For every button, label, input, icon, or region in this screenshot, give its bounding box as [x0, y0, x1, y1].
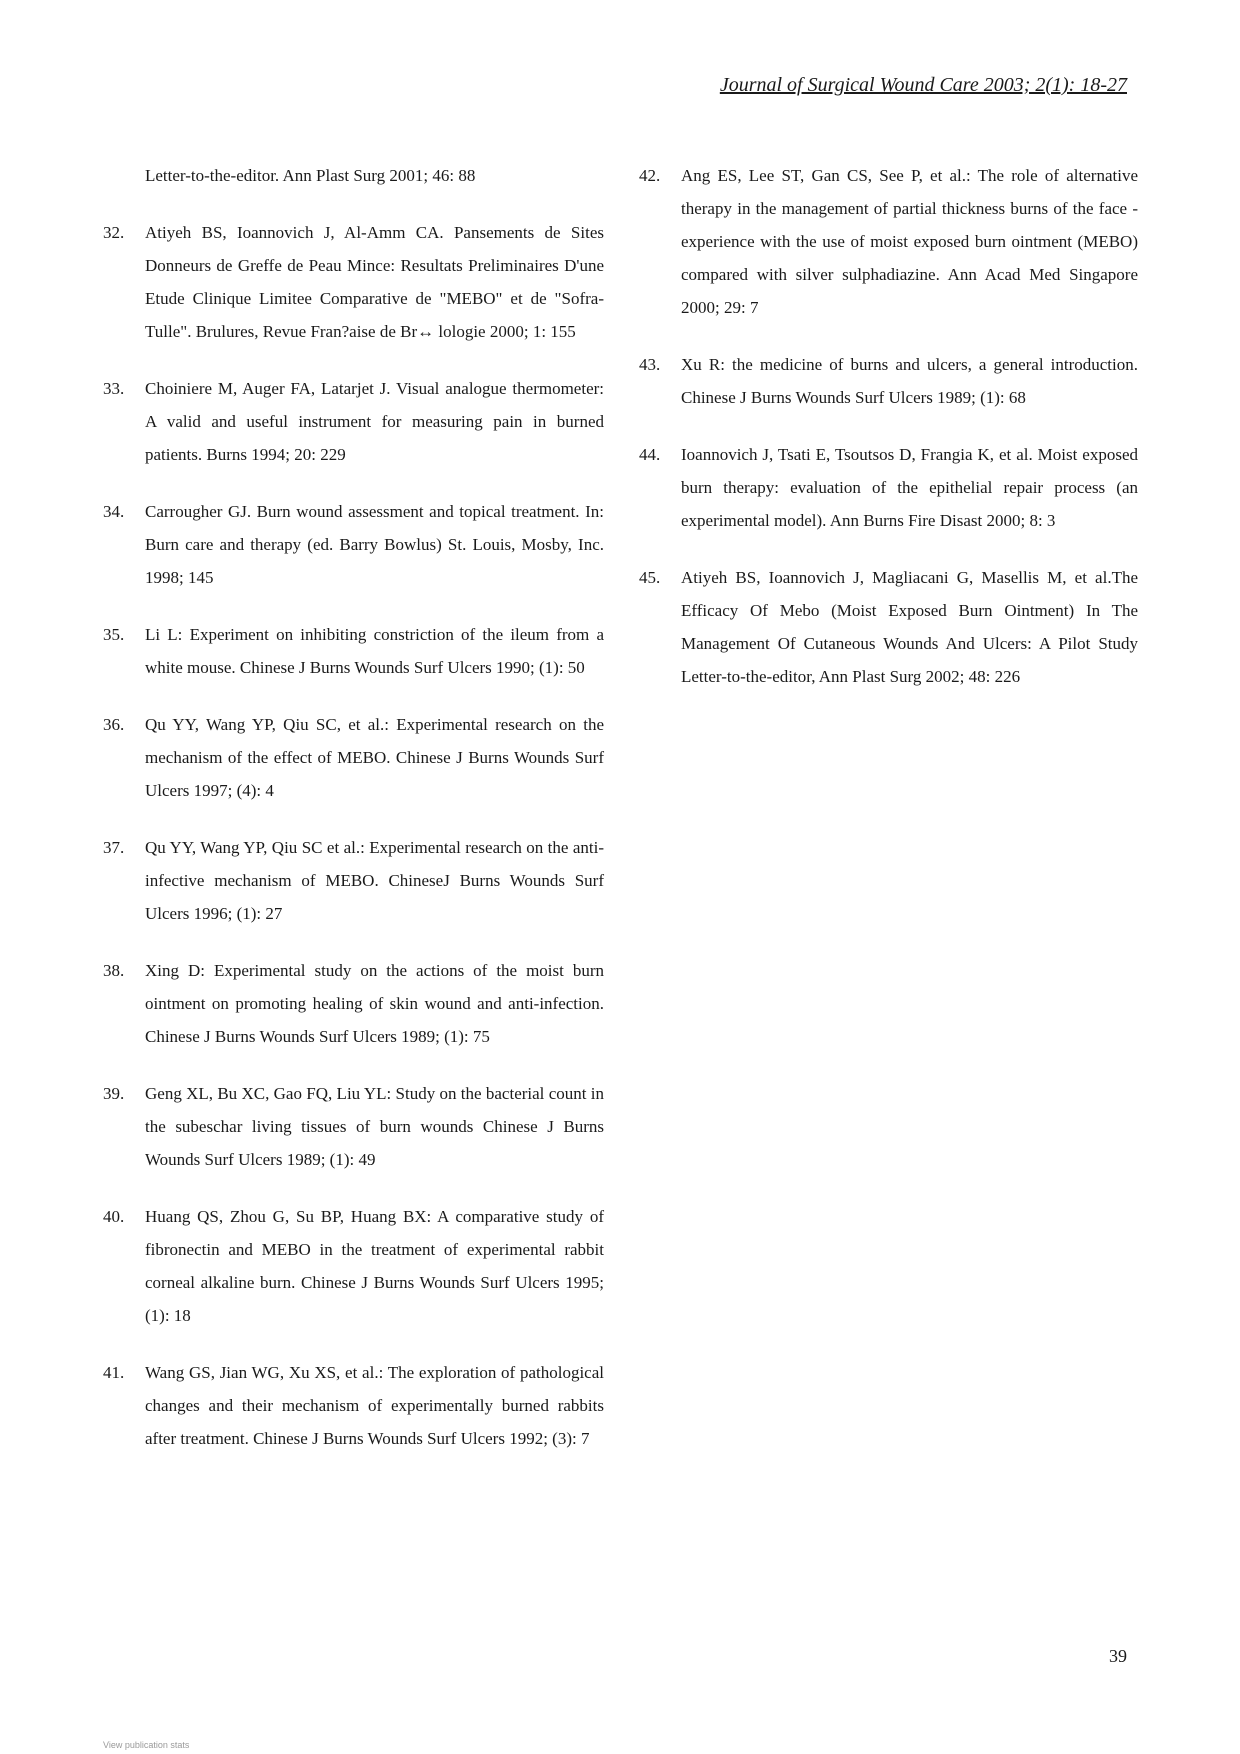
reference-text: Atiyeh BS, Ioannovich J, Magliacani G, Masellis M, et al.The Efficacy Of Mebo (Moist Exposed Burn Ointment) In The Management Of Cutaneous Wounds And Ulcers: A Pilot Study Letter-to-the-editor, Ann Plast Surg 2002; 48: 226: [681, 568, 1138, 686]
reference-number: 37.: [103, 838, 125, 857]
reference-number: 34.: [103, 502, 125, 521]
reference-text: Carrougher GJ. Burn wound assessment and topical treatment. In: Burn care and therapy (ed. Barry Bowlus) St. Louis, Mosby, Inc. 1998; 145: [145, 502, 604, 587]
reference-text: Qu YY, Wang YP, Qiu SC et al.: Experimental research on the anti-infective mechanism of MEBO. ChineseJ Burns Wounds Surf Ulcers 1996; (1): 27: [145, 838, 604, 923]
reference-number: 32.: [103, 223, 125, 242]
reference-continuation: Letter-to-the-editor. Ann Plast Surg 2001; 46: 88: [145, 166, 476, 185]
reference-text: Li L: Experiment on inhibiting constriction of the ileum from a white mouse. Chinese J Burns Wounds Surf Ulcers 1990; (1): 50: [145, 625, 604, 677]
reference-text: Xu R: the medicine of burns and ulcers, a general introduction. Chinese J Burns Wounds Surf Ulcers 1989; (1): 68: [681, 355, 1138, 407]
reference-item: [103, 1200, 604, 1332]
reference-item: [103, 216, 604, 348]
reference-item: [639, 561, 1138, 693]
reference-item: [103, 708, 604, 807]
reference-item: [103, 1356, 604, 1455]
reference-number: 39.: [103, 1084, 125, 1103]
reference-text: Geng XL, Bu XC, Gao FQ, Liu YL: Study on the bacterial count in the subeschar living tissues of burn wounds Chinese J Burns Wounds Surf Ulcers 1989; (1): 49: [145, 1084, 604, 1169]
reference-number: 43.: [639, 355, 661, 374]
reference-item: [103, 372, 604, 471]
left-reference-list: [103, 216, 604, 1455]
reference-item: [639, 159, 1138, 324]
reference-text: Huang QS, Zhou G, Su BP, Huang BX: A comparative study of fibronectin and MEBO in the treatment of experimental rabbit corneal alkaline burn. Chinese J Burns Wounds Surf Ulcers 1995; (1): 18: [145, 1207, 604, 1325]
reference-text: Ang ES, Lee ST, Gan CS, See P, et al.: The role of alternative therapy in the management of partial thickness burns of the face - experience with the use of moist exposed burn ointment (MEBO) compared with silver sulphadiazine. Ann Acad Med Singapore 2000; 29: 7: [681, 166, 1138, 317]
reference-item: [103, 831, 604, 930]
reference-number: 33.: [103, 379, 125, 398]
reference-text: Wang GS, Jian WG, Xu XS, et al.: The exploration of pathological changes and their mechanism of experimentally burned rabbits after treatment. Chinese J Burns Wounds Surf Ulcers 1992; (3): 7: [145, 1363, 604, 1448]
reference-item: [639, 438, 1138, 537]
view-publication-stats-link[interactable]: View publication stats: [103, 1740, 190, 1750]
reference-number: 38.: [103, 961, 125, 980]
reference-item: [103, 495, 604, 594]
reference-text: Choiniere M, Auger FA, Latarjet J. Visual analogue thermometer: A valid and useful instrument for measuring pain in burned patients. Burns 1994; 20: 229: [145, 379, 604, 464]
references-right-column: [639, 159, 1138, 717]
reference-text: Atiyeh BS, Ioannovich J, Al-Amm CA. Pansements de Sites Donneurs de Greffe de Peau Mince: Resultats Preliminaires D'une Etude Clinique Limitee Comparative de "MEBO" et de "Sofra-Tulle". Brulures, Revue Fran?aise de Br↔ lologie 2000; 1: 155: [145, 223, 604, 341]
reference-number: 41.: [103, 1363, 125, 1382]
reference-item: [103, 1077, 604, 1176]
reference-text: Ioannovich J, Tsati E, Tsoutsos D, Frangia K, et al. Moist exposed burn therapy: evaluation of the epithelial repair process (an experimental model). Ann Burns Fire Disast 2000; 8: 3: [681, 445, 1138, 530]
reference-number: 45.: [639, 568, 661, 587]
right-reference-list: [639, 159, 1138, 693]
reference-text: Qu YY, Wang YP, Qiu SC, et al.: Experimental research on the mechanism of the effect of MEBO. Chinese J Burns Wounds Surf Ulcers 1997; (4): 4: [145, 715, 604, 800]
reference-number: 35.: [103, 625, 125, 644]
references-left-column: [103, 159, 604, 1479]
reference-number: 40.: [103, 1207, 125, 1226]
reference-item: [639, 348, 1138, 414]
page-number: 39: [1109, 1646, 1127, 1666]
reference-text: Xing D: Experimental study on the actions of the moist burn ointment on promoting healing of skin wound and anti-infection. Chinese J Burns Wounds Surf Ulcers 1989; (1): 75: [145, 961, 604, 1046]
journal-citation-header: Journal of Surgical Wound Care 2003; 2(1): 18-27: [719, 74, 1127, 96]
reference-item: [103, 954, 604, 1053]
reference-number: 36.: [103, 715, 125, 734]
reference-number: 44.: [639, 445, 661, 464]
reference-number: 42.: [639, 166, 661, 185]
reference-item: [103, 618, 604, 684]
